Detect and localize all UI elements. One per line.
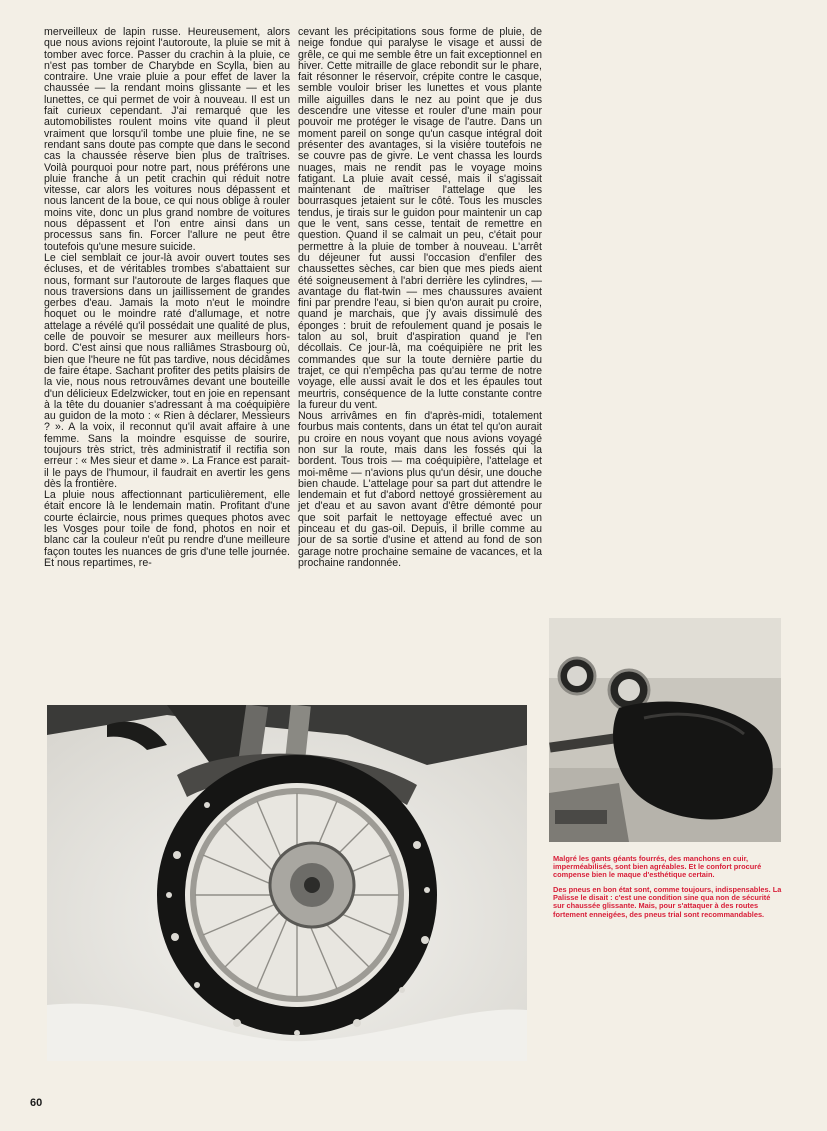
article-paragraph: Le ciel semblait ce jour-là avoir ouvert toutes ses écluses, et de véritables trombes s'abattaient sur nous, formant sur l'autoroute de larges flaques que nous traversions dans un jaillissement de grandes gerbes d'eau. Jamais la moto n'eut le moindre hoquet ou le moindre raté d'allumage, et notre attelage a révélé qu'il possédait une qualité de plus, celle de pouvoir se mesurer aux meilleurs hors-bord. C'est ainsi que nous ralliâmes Strasbourg où, bien que l'heure ne fût pas tardive, nous décidâmes de faire étape. Sachant profiter des petits plaisirs de la vie, nous nous retrouvâmes devant une bouteille d'un délicieux Edelzwicker, tout en joie en repensant à la tête du douanier s'adressant à ma coéquipière au guidon de la moto : « Rien à déclarer, Messieurs ? ». A la voix, il reconnut qu'il avait affaire à une femme. Sans la moindre esquisse de sourire, toujours très strict, très administratif il rectifia son erreur : « Mes sieur et dame ». La France est parait-il le pays de l'humour, il faudrait en avertir les gens dès la frontière. xyxy=(44,251,290,490)
article-column-left xyxy=(44,27,290,569)
article-paragraph: Nous arrivâmes en fin d'après-midi, totalement fourbus mais contents, dans un état tel qu'on aurait pu croire en nous voyant que nous avions voyagé non sur la route, mais dans les fossés qui la bordent. Tous trois — ma coéquipière, l'attelage et moi-même — n'avions plus qu'un désir, une douche bien chaude. L'attelage pour sa part dut attendre le lendemain et fut d'abord nettoyé grossièrement au jet d'eau et au savon avant d'être démonté pour que soit parfait le nettoyage effectué avec un pinceau et du gas-oil. Depuis, il brille comme au jour de sa sortie d'usine et attend au fond de son garage notre prochaine semaine de vacances, et la prochaine randonnée. xyxy=(298,410,542,569)
page-number: 60 xyxy=(30,1097,43,1109)
caption-tires: Des pneus en bon état sont, comme toujours, indispensables. La Palisse le disait : c'est une condition sine qua non de sécurité sur chaussée glissante. Mais, pour s'attaquer à des routes fortement enneigées, des pneus trial sont recommandables. xyxy=(553,885,782,919)
article-paragraph: La pluie nous affectionnant particulièrement, elle était encore là le lendemain matin. Profitant d'une courte éclaircie, nous primes queques photos avec les Vosges pour toile de fond, photos en noir et blanc car la couleur n'eût pu rendre d'une meilleure façon toutes les nuances de gris d'une telle journée. Et nous repartimes, re- xyxy=(44,489,290,569)
photo-motorcycle-wheel-snow xyxy=(47,705,527,1061)
article-column-right xyxy=(298,27,542,569)
photo-captions xyxy=(553,855,783,926)
caption-gloves: Malgré les gants géants fourrés, des manchons en cuir, imperméabilisés, sont bien agréables. Et le confort procuré compense bien le maque d'esthétique certain. xyxy=(553,854,762,880)
photo-gloved-hands-handlebar xyxy=(549,618,781,842)
article-paragraph: merveilleux de lapin russe. Heureusement, alors que nous avions rejoint l'autoroute, la pluie se mit à tomber avec force. Passer du crachin à la pluie, ce n'est pas tomber de Charybde en Scylla, bien au contraire. Une vraie pluie a pour effet de laver la chaussée — la rendant moins glissante — et les lunettes, ce qui permet de voir à nouveau. Il est un fait curieux cependant. J'ai remarqué que les automobilistes roulent moins vite quand il pleut vraiment que lorsqu'il tombe une pluie fine, ne se rendant sans doute pas compte que dans le second cas la chaussée réserve bien plus de traîtrises. Voilà pourquoi pour notre part, nous préférons une pluie franche à un petit crachin qui réduit notre vitesse, car alors les voitures nous dépassent et nous lancent de la boue, ce qui nous oblige à rouler moins vite, donc un plus grand nombre de voitures nous dépassent et l'on entre ainsi dans un processus sans fin. Forcer l'allure ne peut être toutefois qu'une mesure suicide. xyxy=(44,26,290,253)
article-paragraph: cevant les précipitations sous forme de pluie, de neige fondue qui paralyse le visage et aussi de grêle, ce qui me semble être un fait exceptionnel en hiver. Cette mitraille de glace rebondit sur le phare, fait résonner le réservoir, crépite contre le casque, semble vouloir briser les lunettes et vous plante mille aiguilles dans le nez au point que je dus descendre une vitesse et rouler d'une main pour pouvoir me protéger le visage de l'autre. Dans un moment pareil on songe qu'un casque intégral doit présenter des avantages, si la visière toutefois ne se couvre pas de givre. Le vent chassa les lourds nuages, mais ne rendit pas le voyage moins fatigant. La pluie avait cessé, mais il s'agissait maintenant de maîtriser l'attelage que les bourrasques jetaient sur le côté. Tous les muscles tendus, je tirais sur le guidon pour maintenir un cap que le vent, sans cesse, tentait de remettre en question. Quand il se calmait un peu, c'était pour permettre à la pluie de tomber à nouveau. L'arrêt du déjeuner fut aussi l'occasion d'enfiler des chaussettes sèches, car bien que mes pieds aient été soigneusement à l'abri derrière les cylindres, — avantage du flat-twin — mes chaussures avaient fini par prendre l'eau, si bien qu'on aurait pu croire, quand je marchais, que j'y avais dissimulé des éponges : bruit de refoulement quand je posais le talon au sol, bruit d'aspiration quand je l'en décollais. Ce jour-là, ma coéquipière ne prit les commandes que sur la toute dernière partie du trajet, ce qui n'empêcha pas qu'au terme de notre voyage, elle aussi avait le dos et les épaules tout meurtris, conséquence de la lutte constante contre la fureur du vent. xyxy=(298,26,542,411)
